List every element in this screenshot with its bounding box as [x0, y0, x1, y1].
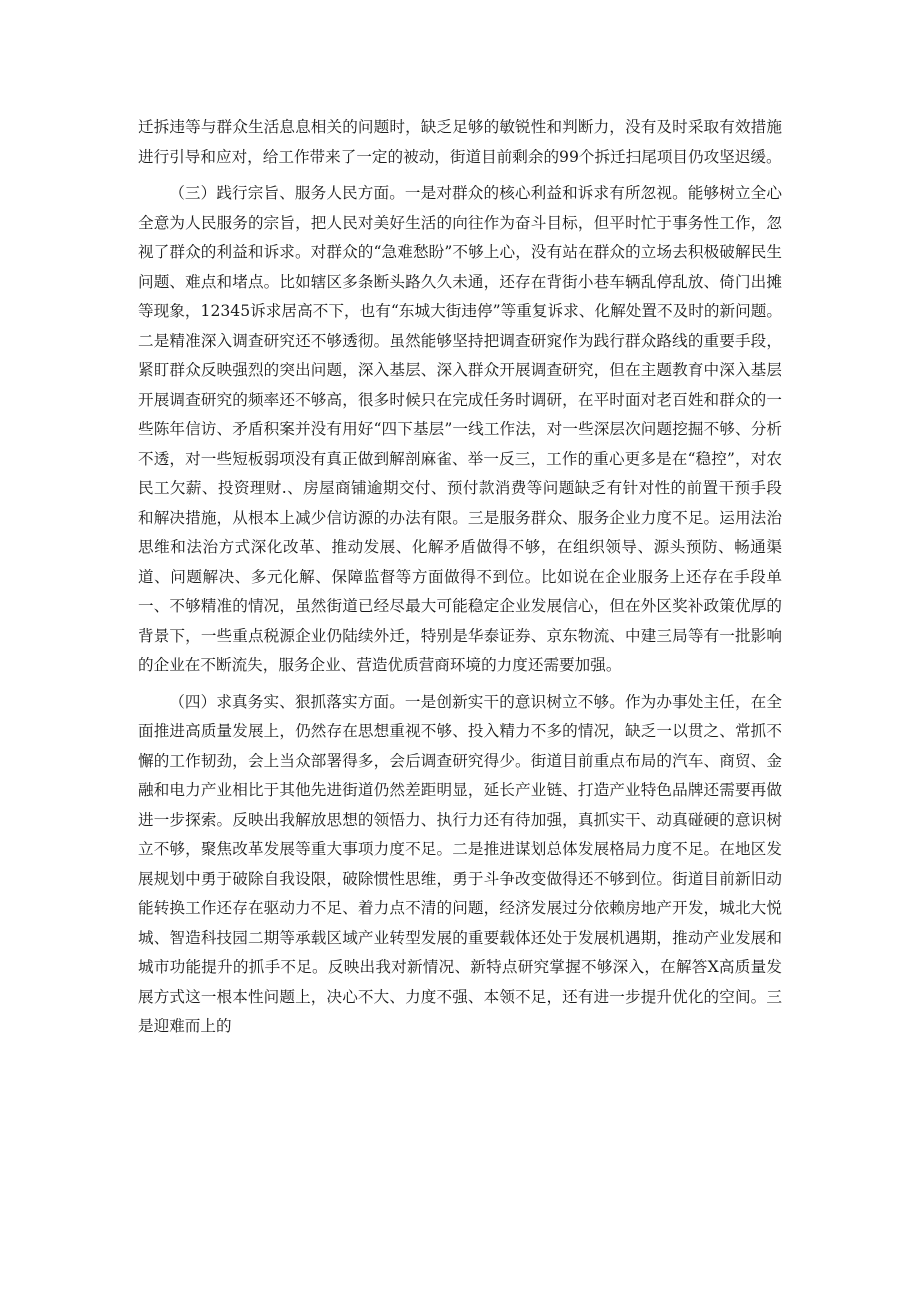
document-body: [138, 113, 782, 1049]
paragraph-section-three: （三）践行宗旨、服务人民方面。一是对群众的核心利益和诉求有所忽视。能够树立全心全意为人民服务的宗旨，把人民对美好生活的向往作为奋斗目标，但平时忙于事务性工作，忽视了群众的利益和诉求。对群众的“急难愁盼”不够上心，没有站在群众的立场去积极破解民生问题、难点和堵点。比如辖区多条断头路久久未通，还存在背街小巷车辆乱停乱放、倚门出摊等现象，12345诉求居高不下，也有“东城大街违停”等重复诉求、化解处置不及时的新问题。二是精准深入调查研究还不够透彻。虽然能够坚持把调查研窕作为践行群众路线的重要手段，紧盯群众反映强烈的突出问题，深入基层、深入群众开展调查研究，但在主题教育中深入基层开展调查研究的频率还不够高，很多时候只在完成任务时调研，在平时面对老百姓和群众的一些陈年信访、矛盾积案并没有用好“四下基层”一线工作法，对一些深层次问题挖掘不够、分析不透，对一些短板弱项没有真正做到解剖麻雀、举一反三，工作的重心更多是在“稳控”，对农民工欠薪、投资理财.、房屋商铺逾期交付、预付款消费等问题缺乏有针对性的前置干预手段和解决措施，从根本上减少信访源的办法有限。三是服务群众、服务企业力度不足。运用法治思维和法治方式深化改革、推动发展、化解矛盾做得不够，在组织领导、源头预防、畅通渠道、问题解决、多元化解、保障监督等方面做得不到位。比如说在企业服务上还存在手段单一、不够精准的情况，虽然街道已经尽最大可能稳定企业发展信心，但在外区奖补政策优厚的背景下，一些重点税源企业仍陆续外迁，特别是华泰证券、京东物流、中建三局等有一批影响的企业在不断流失，服务企业、营造优质营商环境的力度还需要加强。: [138, 184, 782, 674]
paragraph-section-four: （四）求真务实、狠抓落实方面。一是创新实干的意识树立不够。作为办事处主任，在全面推进高质量发展上，仍然存在思想重视不够、投入精力不多的情况，缺乏一以贯之、常抓不懈的工作韧劲，会上当众部署得多，会后调查研究得少。街道目前重点布局的汽车、商贸、金融和电力产业相比于其他先进街道仍然差距明显，延长产业链、打造产业特色品牌还需要再做进一步探索。反映出我解放思想的领悟力、执行力还有待加强，真抓实干、动真碰硬的意识树立不够，聚焦改革发展等重大事项力度不足。二是推进谋划总体发展格局力度不足。在地区发展规划中勇于破除自我设限，破除惯性思维，勇于斗争改变做得还不够到位。街道目前新旧动能转换工作还存在驱动力不足、着力点不清的问题，经济发展过分依赖房地产开发，城北大悦城、智造科技园二期等承载区域产业转型发展的重要载体还处于发展机遇期，推动产业发展和城市功能提升的抓手不足。反映出我对新情况、新特点研究掌握不够深入，在解答X高质量发展方式这一根本性问题上，决心不大、力度不强、本领不足，还有进一步提升优化的空间。三是迎难而上的: [138, 692, 782, 1035]
paragraph-continuation: 迁拆违等与群众生活息息相关的问题时，缺乏足够的敏锐性和判断力，没有及时采取有效措施进行引导和应对，给工作带来了一定的被动，街道目前剩余的99个拆迁扫尾项目仍攻坚迟缓。: [138, 118, 782, 166]
